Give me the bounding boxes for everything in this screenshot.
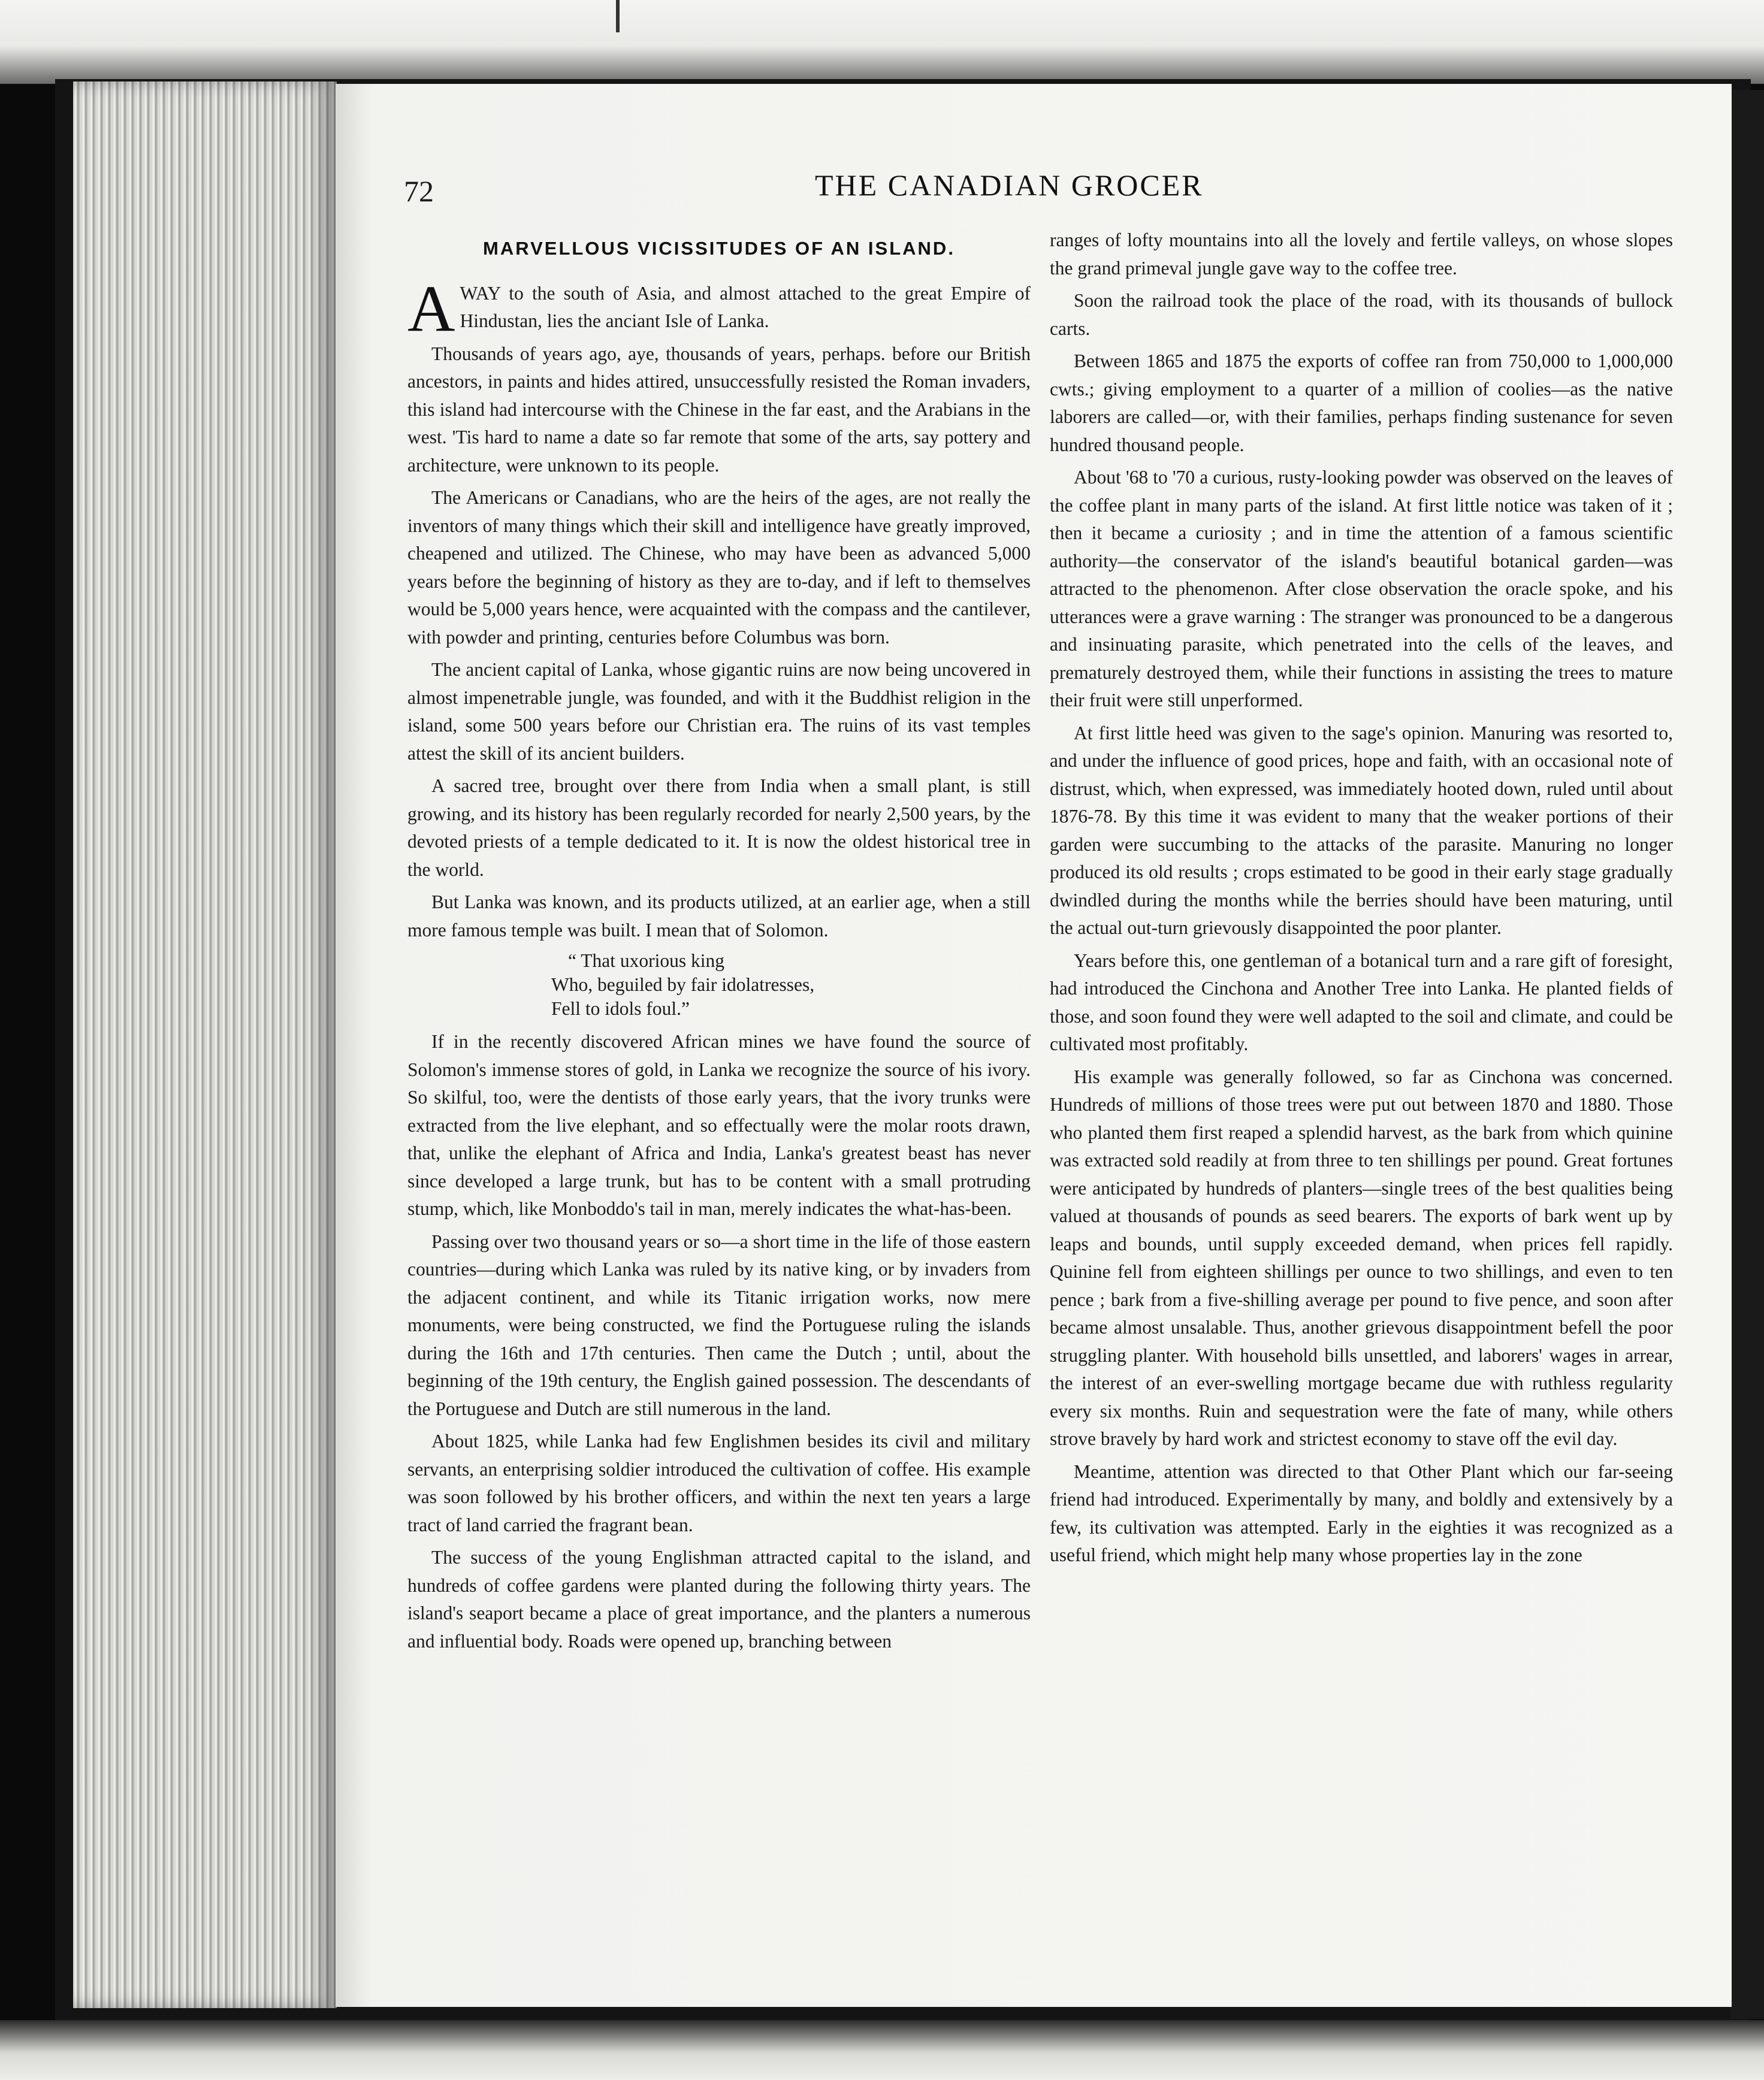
- drop-cap: A: [407, 271, 455, 345]
- paragraph: About 1825, while Lanka had few Englishmen besides its civil and military servants, an enterprising soldier introduced the cultivation of coffee. His example was soon followed by his brother officers, and within the next ten years a large tract of land carried the fragrant bean.: [407, 1431, 1031, 1535]
- scan-mark: [616, 0, 620, 32]
- paragraph: At first little heed was given to the sage's opinion. Manuring was resorted to, and under the influence of good prices, hope and faith, with an occasional note of distrust, which, when expressed, was immediately hooted down, ruled until about 1876-78. By this time it was evident to many that the weaker portions of their garden were succumbing to the attacks of the parasite. Manuring no longer produced its old results ; crops estimated to be good in their early stage gradually dwindled during the months while the berries should have been maturing, until the actual out-turn grievously disappointed the poor planter.: [1050, 722, 1673, 938]
- right-page-edge: [1730, 90, 1764, 2019]
- paragraph: But Lanka was known, and its products utilized, at an earlier age, when a still more famous temple was built. I mean that of Solomon.: [407, 891, 1031, 941]
- paragraph: The success of the young Englishman attracted capital to the island, and hundreds of coffee gardens were planted during the following thirty years. The island's seaport became a place of great importance, and the planters a numerous and influential body. Roads were opened up, branching between: [407, 1547, 1031, 1652]
- paragraph: ranges of lofty mountains into all the lovely and fertile valleys, on whose slopes the grand primeval jungle gave way to the coffee tree.: [1050, 229, 1673, 279]
- paragraph: Meantime, attention was directed to that Other Plant which our far-seeing friend had introduced. Experimentally by many, and boldly and extensively by a few, its cultivation was attempted. Early in the eighties it was recognized as a useful friend, which might help many whose properties lay in the zone: [1050, 1461, 1673, 1565]
- left-column: [407, 226, 1031, 1660]
- running-head: THE CANADIAN GROCER: [815, 168, 1204, 202]
- verse-line: Who, beguiled by fair idolatresses,: [551, 974, 815, 995]
- paragraph: His example was generally followed, so far as Cinchona was concerned. Hundreds of millions of those trees were put out between 1870 and 1880. Those who planted them first reaped a splendid harvest, as the bark from which quinine was extracted sold readily at from three to ten shillings per pound. Great fortunes were anticipated by hundreds of planters—single trees of the best qualities being valued at thousands of pounds as seed bearers. The exports of bark went up by leaps and bounds, until supply exceeded demand, when prices fell rapidly. Quinine fell from eighteen shillings per ounce to two shillings, and even to ten pence ; bark from a five-shilling average per pound to five pence, and soon after became almost unsalable. Thus, another grievous disappointment befell the poor struggling planter. With household bills unsettled, and laborers' wages in arrear, the interest of an ever-swelling mortgage became due with ruthless regularity every six months. Ruin and sequestration were the fate of many, while others strove bravely by hard work and strictest economy to stave off the evil day.: [1050, 1066, 1673, 1449]
- paragraph: Thousands of years ago, aye, thousands of years, perhaps. before our British ancestors, in paints and hides attired, unsuccessfully resisted the Roman invaders, this island had intercourse with the Chinese in the far east, and the Arabians in the west. 'Tis hard to name a date so far remote that some of the arts, say pottery and architecture, were unknown to its people.: [407, 343, 1031, 476]
- paragraph: Between 1865 and 1875 the exports of coffee ran from 750,000 to 1,000,000 cwts.; giving employment to a quarter of a million of coolies—as the native laborers are called—or, with their families, perhaps finding sustenance for seven hundred thousand people.: [1050, 350, 1673, 455]
- paragraph: [407, 271, 1031, 345]
- paragraph: Soon the railroad took the place of the road, with its thousands of bullock carts.: [1050, 290, 1673, 339]
- verse-line: Fell to idols foul.”: [551, 998, 690, 1019]
- article-title: MARVELLOUS VICISSITUDES OF AN ISLAND.: [483, 238, 955, 259]
- scan-background-bottom: [0, 2020, 1764, 2080]
- paragraph: Passing over two thousand years or so—a short time in the life of those eastern countries—during which Lanka was ruled by its native king, or by invaders from the adjacent continent, and while its Titanic irrigation works, now mere monuments, were being constructed, we find the Portuguese ruling the islands during the 16th and 17th centuries. Then came the Dutch ; until, about the beginning of the 19th century, the English gained possession. The descendants of the Portuguese and Dutch are still numerous in the land.: [407, 1231, 1031, 1419]
- paragraph: A sacred tree, brought over there from India when a small plant, is still growing, and its history has been regularly recorded for nearly 2,500 years, by the devoted priests of a temple dedicated to it. It is now the oldest historical tree in the world.: [407, 775, 1031, 880]
- verse-line: “ That uxorious king: [568, 950, 725, 971]
- paragraph: About '68 to '70 a curious, rusty-looking powder was observed on the leaves of the coffee plant in many parts of the island. At first little notice was taken of it ; then it became a curiosity ; and in time the attention of a famous scientific authority—the conservator of the island's beautiful botanical garden—was attracted to the phenomenon. After close observation the oracle spoke, and his utterances were a grave warning : The stranger was pronounced to be a dangerous and insinuating parasite, which penetrated into the cells of the leaves, and prematurely destroyed them, while their functions in assisting the trees to mature their fruit were still unperformed.: [1050, 467, 1673, 711]
- scan-background-top: [0, 0, 1764, 84]
- paragraph: If in the recently discovered African mines we have found the source of Solomon's immense stores of gold, in Lanka we recognize the source of his ivory. So skilful, too, were the dentists of those early years, that the ivory trunks were extracted from the live elephant, and so effectually were the molar roots drawn, that, unlike the elephant of Africa and India, Lanka's greatest beast has never since developed a large trunk, but has to be content with a small protruding stump, which, like Monboddo's tail in man, merely indicates the what-has-been.: [407, 1031, 1031, 1219]
- paragraph: The ancient capital of Lanka, whose gigantic ruins are now being uncovered in almost impenetrable jungle, was founded, and with it the Buddhist religion in the island, some 500 years before our Christian era. The ruins of its vast temples attest the skill of its ancient builders.: [407, 659, 1031, 764]
- page-number: 72: [404, 174, 434, 208]
- paragraph-text: WAY to the south of Asia, and almost attached to the great Empire of Hindustan, lies the anciant Isle of Lanka.: [460, 282, 1031, 331]
- verse-quote: [551, 949, 1031, 1021]
- page-edges: [73, 81, 337, 2008]
- paragraph: The Americans or Canadians, who are the heirs of the ages, are not really the inventors of many things which their skill and intelligence have greatly improved, cheapened and utilized. The Chinese, who may have been as advanced 5,000 years before the beginning of history as they are to-day, and if left to themselves would be 5,000 years hence, were acquainted with the compass and the cantilever, with powder and printing, centuries before Columbus was born.: [407, 487, 1031, 648]
- right-column: [1050, 226, 1673, 1574]
- paragraph: Years before this, one gentleman of a botanical turn and a rare gift of foresight, had introduced the Cinchona and Another Tree into Lanka. He planted fields of those, and soon found they were well adapted to the soil and climate, and could be cultivated most profitably.: [1050, 950, 1673, 1054]
